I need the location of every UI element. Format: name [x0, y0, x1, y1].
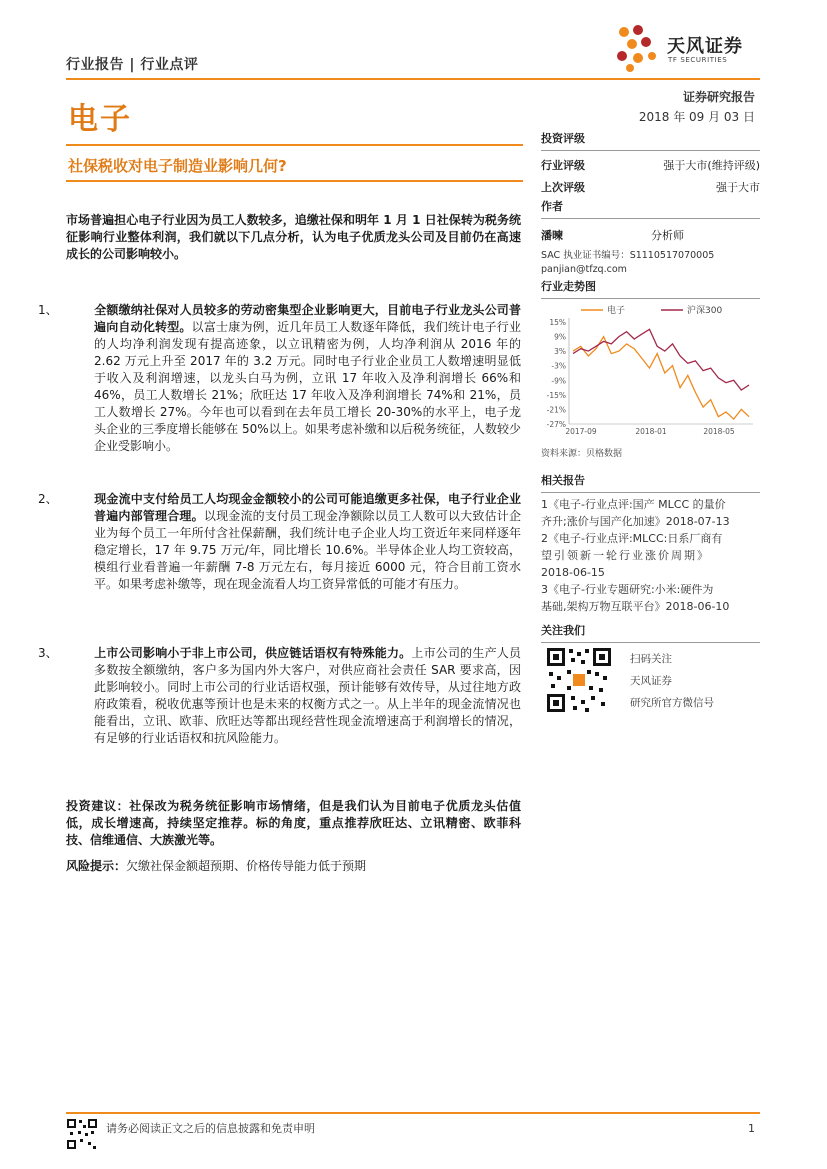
related-item-2[interactable]	[541, 530, 760, 581]
y-tick-label: -3%	[551, 361, 566, 371]
x-tick-label: 2018-05	[703, 427, 735, 436]
y-tick-label: -21%	[546, 405, 566, 415]
point-2-bold: 现金流中支付给员工人均现金金额较小的公司可能追缴更多社保，电子行业企业普遍内部管理合理。	[94, 492, 521, 523]
follow-line-3: 研究所官方微信号	[630, 697, 714, 709]
x-tick-label: 2018-01	[635, 427, 667, 436]
point-1-text: 以富士康为例，近几年员工人数逐年降低，我们统计电子行业的人均净利润发现有提高迹象，以立讯精密为例，人均净利润从 2016 年的 2.62 万元上升至 2017 年的 3.2 万元。同时电子行业企业员工人数增速明显低于收入及利润增速，以龙头白马为例，立讯 17 年收入及净利润增长 66%和 46%，员工人数增长 21%；欣旺达 17 年收入及净利润增长 74%和 21%，员工人数增长 27%。今年也可以看到在去年员工增长 20-30%的水平上，电子龙头企业的三季度增长能够在 50%以上。如果考虑补缴和以后税务统征，人数较少企业受影响小。	[94, 320, 521, 453]
trend-title: 行业走势图	[541, 280, 596, 293]
page-number: 1	[748, 1122, 755, 1135]
rating-row	[541, 157, 760, 173]
risk-label: 风险提示：	[66, 859, 127, 873]
prev-rating-label: 上次评级	[541, 181, 585, 194]
series-line-1	[573, 329, 749, 390]
author-row	[541, 227, 760, 243]
report-kind: 证券研究报告	[682, 90, 755, 104]
author-name: 潘暕	[541, 229, 563, 242]
point-2-text: 以现金流的支付员工现金净额除以员工人数可以大致估计企业为每个员工一年所付含社保薪酬，我们统计电子企业人均工资近年来同样逐年稳定增长，17 年 9.75 万元/年，同比增长 10.6%。半导体企业人均工资较高，模组行业看普遍一年薪酬 7-8 万元左右，每月接近 6000 元，符合目前工资水平。如果考虑补缴等，现在现金流看人均工资异常低的可能才有压力。	[94, 509, 521, 591]
point-1-bold: 全额缴纳社保对人员较多的劳动密集型企业影响更大，目前电子行业龙头公司普遍向自动化转型。	[94, 303, 521, 334]
rating-value: 强于大市(维持评级)	[663, 159, 760, 172]
related-title: 相关报告	[541, 474, 585, 487]
x-tick-label: 2017-09	[565, 427, 597, 436]
related-item-2-line-2: 望引领新一轮行业涨价周期》	[541, 549, 710, 562]
y-tick-label: 15%	[549, 318, 566, 327]
rating-rule	[541, 150, 760, 151]
summary-paragraph: 市场普遍担心电子行业因为员工人数较多，追缴社保和明年 1 月 1 日社保转为税务统征影响行业整体利润，我们就以下几点分析，认为电子优质龙头公司及目前仍在高速成长的公司影响较小。	[66, 213, 521, 261]
author-cert: SAC 执业证书编号：S1110517070005	[541, 250, 715, 261]
follow-section	[541, 622, 760, 643]
trend-rule	[541, 298, 760, 299]
related-item-2-line-3: 2018-06-15	[541, 566, 605, 579]
rating-label: 行业评级	[541, 159, 585, 172]
brand-name: 天风证券	[667, 36, 743, 57]
y-tick-label: 9%	[554, 332, 566, 342]
point-1-num: 1、	[38, 303, 58, 317]
point-3-text: 上市公司的生产人员多数按全额缴纳，客户多为国内外大客户，对供应商社会责任 SAR 要求高，因此影响较小。同时上市公司的行业话语权强，预计能够有效传导，从过往地方政府政策看，税收优惠等预计也是未来的权衡方式之一。从上半年的现金流情况也能看出，立讯、欧菲、欣旺达等都出现经营性现金流增速高于利润增长的情况，有足够的行业话语权和抗风险能力。	[94, 646, 521, 745]
y-tick-label: -15%	[546, 390, 566, 400]
footer-rule	[66, 1112, 760, 1114]
related-section	[541, 472, 760, 615]
prev-rating-row	[541, 179, 760, 195]
qr-code-icon[interactable]	[545, 646, 613, 714]
follow-lines	[630, 648, 714, 714]
footer-disclaimer: 请务必阅读正文之后的信息披露和免责申明	[106, 1122, 315, 1135]
point-3-num: 3、	[38, 646, 58, 660]
related-rule	[541, 492, 760, 493]
trend-chart	[541, 300, 760, 440]
rating-title: 投资评级	[541, 132, 585, 145]
related-item-3[interactable]	[541, 581, 760, 615]
related-item-1-line-2: 齐升;涨价与国产化加速》2018-07-13	[541, 515, 730, 528]
y-tick-label: -9%	[551, 376, 566, 386]
related-item-1[interactable]	[541, 496, 760, 530]
author-role: 分析师	[651, 229, 684, 242]
point-2-num: 2、	[38, 492, 58, 506]
risk-text: 欠缴社保金额超预期、价格传导能力低于预期	[126, 859, 367, 873]
follow-line-1: 扫码关注	[630, 653, 672, 665]
trend-section	[541, 278, 760, 299]
author-rule	[541, 218, 760, 219]
headline-rule-bottom	[66, 180, 523, 182]
doc-type: 行业报告 | 行业点评	[66, 57, 199, 73]
y-tick-label: 3%	[554, 347, 566, 357]
headline-rule-top	[66, 144, 523, 146]
chart-source: 资料来源：贝格数据	[541, 449, 623, 459]
point-3-bold: 上市公司影响小于非上市公司，供应链话语权有特殊能力。	[94, 646, 412, 660]
invest-advice	[66, 798, 521, 849]
brand-logo-icon	[612, 22, 664, 74]
author-section	[541, 198, 760, 275]
point-1	[38, 302, 521, 455]
y-tick-label: -27%	[546, 420, 566, 429]
industry-title: 电子	[68, 102, 132, 137]
legend-label-1: 沪深300	[687, 306, 723, 316]
headline: 社保税收对电子制造业影响几何?	[68, 157, 287, 175]
follow-line-2: 天风证券	[630, 675, 672, 687]
invest-label: 投资建议：	[66, 799, 130, 813]
header-rule	[66, 78, 760, 80]
author-title: 作者	[541, 200, 563, 213]
footer-qr-icon	[66, 1118, 98, 1150]
risk-note	[66, 858, 521, 875]
follow-rule	[541, 642, 760, 643]
rating-section	[541, 130, 760, 195]
related-item-3-line-2: 基础,架构万物互联平台》2018-06-10	[541, 600, 730, 613]
legend-label-0: 电子	[607, 306, 626, 316]
prev-rating-value: 强于大市	[716, 181, 760, 194]
related-item-1-line-1: 1《电子-行业点评:国产 MLCC 的量价	[541, 498, 726, 511]
point-2	[38, 491, 521, 593]
report-date: 2018 年 09 月 03 日	[638, 110, 755, 124]
related-item-2-line-1: 2《电子-行业点评:MLCC:日系厂商有	[541, 532, 723, 545]
follow-title: 关注我们	[541, 624, 585, 637]
related-list	[541, 496, 760, 615]
related-item-3-line-1: 3《电子-行业专题研究:小米:硬件为	[541, 583, 714, 596]
brand-en: TF SECURITIES	[668, 56, 728, 64]
invest-text: 社保改为税务统征影响市场情绪，但是我们认为目前电子优质龙头估值低，成长增速高，持续坚定推荐。标的角度，重点推荐欣旺达、立讯精密、欧菲科技、信维通信、大族激光等。	[66, 799, 521, 847]
point-3	[38, 645, 521, 747]
author-email[interactable]: panjian@tfzq.com	[541, 264, 627, 275]
